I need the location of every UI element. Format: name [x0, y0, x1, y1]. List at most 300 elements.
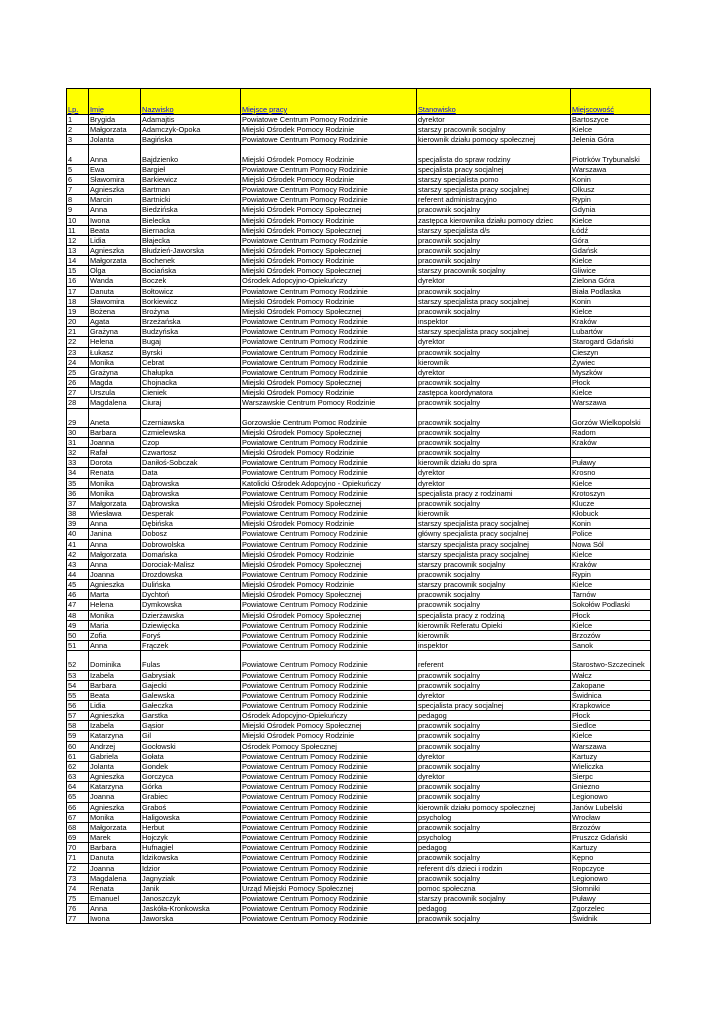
cell-stanowisko: pedagog	[417, 711, 571, 721]
cell-stanowisko: starszy specjalista pracy socjalnej	[417, 539, 571, 549]
cell-stanowisko: pracownik socjalny	[417, 731, 571, 741]
cell-nazwisko: Brożyna	[141, 306, 241, 316]
header-stanowisko[interactable]: Stanowisko	[417, 89, 571, 115]
cell-imie: Iwona	[89, 215, 141, 225]
cell-miejsce-pracy: Powiatowe Centrum Pomocy Rodzinie	[241, 570, 417, 580]
table-row	[67, 276, 651, 286]
cell-nazwisko: Adamajtis	[141, 115, 241, 125]
cell-miejsce-pracy: Ośrodek Adopcyjno-Opiekuńczy	[241, 276, 417, 286]
cell-imie: Renata	[89, 468, 141, 478]
cell-miejscowosc: Nowa Sól	[571, 539, 651, 549]
table-row	[67, 519, 651, 529]
cell-imie: Małgorzata	[89, 256, 141, 266]
cell-lp: 2	[67, 125, 89, 135]
cell-stanowisko: starszy specjalista pracy socjalnej	[417, 549, 571, 559]
cell-miejscowosc: Płock	[571, 610, 651, 620]
cell-stanowisko: starszy pracownik socjalny	[417, 559, 571, 569]
table-row	[67, 448, 651, 458]
table-row	[67, 398, 651, 408]
table-row	[67, 388, 651, 398]
table-row	[67, 174, 651, 184]
cell-stanowisko: dyrektor	[417, 367, 571, 377]
cell-nazwisko: Byrski	[141, 347, 241, 357]
cell-imie: Agnieszka	[89, 246, 141, 256]
cell-miejscowosc: Jelenia Góra	[571, 135, 651, 145]
cell-lp: 25	[67, 367, 89, 377]
cell-lp: 23	[67, 347, 89, 357]
cell-imie: Urszula	[89, 388, 141, 398]
cell-imie: Anna	[89, 641, 141, 651]
table-row	[67, 306, 651, 316]
table-row	[67, 266, 651, 276]
cell-imie: Lidia	[89, 235, 141, 245]
cell-lp: 34	[67, 468, 89, 478]
cell-lp: 18	[67, 296, 89, 306]
cell-miejsce-pracy: Powiatowe Centrum Pomocy Rodzinie	[241, 641, 417, 651]
cell-nazwisko: Dorociak-Malisz	[141, 559, 241, 569]
cell-stanowisko: pracownik socjalny	[417, 741, 571, 751]
cell-imie: Monika	[89, 488, 141, 498]
cell-lp: 56	[67, 701, 89, 711]
cell-imie: Łukasz	[89, 347, 141, 357]
cell-lp: 55	[67, 690, 89, 700]
table-row	[67, 195, 651, 205]
cell-nazwisko: Dziewięcka	[141, 620, 241, 630]
cell-imie: Dorota	[89, 458, 141, 468]
table-row	[67, 600, 651, 610]
cell-lp: 41	[67, 539, 89, 549]
cell-stanowisko: pracownik socjalny	[417, 286, 571, 296]
cell-miejscowosc	[571, 448, 651, 458]
table-row	[67, 357, 651, 367]
table-row	[67, 145, 651, 164]
cell-stanowisko: pracownik socjalny	[417, 437, 571, 447]
cell-nazwisko: Dębińska	[141, 519, 241, 529]
table-row	[67, 731, 651, 741]
cell-miejsce-pracy: Miejski Ośrodek Pomocy Społecznej	[241, 498, 417, 508]
cell-lp: 35	[67, 478, 89, 488]
cell-stanowisko: zastępca kierownika działu pomocy dziec	[417, 215, 571, 225]
cell-lp: 13	[67, 246, 89, 256]
cell-miejsce-pracy: Miejski Ośrodek Pomocy Rodzinie	[241, 731, 417, 741]
cell-lp: 61	[67, 751, 89, 761]
cell-lp: 69	[67, 833, 89, 843]
cell-miejscowosc: Starogard Gdański	[571, 337, 651, 347]
cell-stanowisko: pracownik socjalny	[417, 782, 571, 792]
cell-miejsce-pracy: Powiatowe Centrum Pomocy Rodzinie	[241, 327, 417, 337]
cell-miejscowosc: Konin	[571, 296, 651, 306]
cell-lp: 52	[67, 651, 89, 670]
cell-nazwisko: Gondek	[141, 761, 241, 771]
table-row	[67, 347, 651, 357]
cell-nazwisko: Gajecki	[141, 680, 241, 690]
cell-miejscowosc: Tarnów	[571, 590, 651, 600]
cell-miejscowosc: Pruszcz Gdański	[571, 833, 651, 843]
table-row	[67, 296, 651, 306]
cell-miejsce-pracy: Powiatowe Centrum Pomocy Rodzinie	[241, 873, 417, 883]
cell-nazwisko: Ciuraj	[141, 398, 241, 408]
cell-imie: Beata	[89, 690, 141, 700]
cell-miejscowosc: Olkusz	[571, 185, 651, 195]
cell-miejsce-pracy: Miejski Ośrodek Pomocy Rodzinie	[241, 125, 417, 135]
cell-miejscowosc: Konin	[571, 174, 651, 184]
cell-miejscowosc: Radom	[571, 427, 651, 437]
table-row	[67, 185, 651, 195]
cell-imie: Gabriela	[89, 751, 141, 761]
cell-imie: Iwona	[89, 914, 141, 924]
cell-lp: 32	[67, 448, 89, 458]
cell-imie: Barbara	[89, 427, 141, 437]
header-miejscowosc[interactable]: Miejscowość	[571, 89, 651, 115]
table-row	[67, 701, 651, 711]
table-row	[67, 812, 651, 822]
cell-miejsce-pracy: Powiatowe Centrum Pomocy Rodzinie	[241, 690, 417, 700]
cell-stanowisko: kierownik	[417, 630, 571, 640]
cell-lp: 37	[67, 498, 89, 508]
cell-lp: 31	[67, 437, 89, 447]
cell-nazwisko: Bielecka	[141, 215, 241, 225]
cell-nazwisko: Gałeczka	[141, 701, 241, 711]
table-body	[67, 115, 651, 924]
cell-nazwisko: Herbut	[141, 822, 241, 832]
cell-lp: 3	[67, 135, 89, 145]
cell-stanowisko: pracownik socjalny	[417, 347, 571, 357]
cell-lp: 26	[67, 378, 89, 388]
cell-miejsce-pracy: Powiatowe Centrum Pomocy Rodzinie	[241, 812, 417, 822]
cell-nazwisko: Gorczyca	[141, 772, 241, 782]
cell-lp: 33	[67, 458, 89, 468]
cell-miejsce-pracy: Ośrodek Pomocy Społecznej	[241, 741, 417, 751]
cell-imie: Marcin	[89, 195, 141, 205]
cell-stanowisko: pracownik socjalny	[417, 873, 571, 883]
cell-nazwisko: Boczek	[141, 276, 241, 286]
cell-imie: Janina	[89, 529, 141, 539]
cell-lp: 24	[67, 357, 89, 367]
cell-stanowisko: dyrektor	[417, 276, 571, 286]
cell-nazwisko: Idzior	[141, 863, 241, 873]
cell-lp: 48	[67, 610, 89, 620]
cell-nazwisko: Czop	[141, 437, 241, 447]
cell-miejscowosc: Gorzów Wielkopolski	[571, 408, 651, 427]
cell-miejscowosc: Sanok	[571, 641, 651, 651]
cell-stanowisko: inspektor	[417, 641, 571, 651]
cell-miejsce-pracy: Powiatowe Centrum Pomocy Rodzinie	[241, 195, 417, 205]
cell-miejscowosc: Wrocław	[571, 812, 651, 822]
cell-nazwisko: Dobrowolska	[141, 539, 241, 549]
table-row	[67, 893, 651, 903]
cell-miejsce-pracy: Powiatowe Centrum Pomocy Rodzinie	[241, 509, 417, 519]
cell-miejscowosc: Zgorzelec	[571, 904, 651, 914]
cell-miejsce-pracy: Ośrodek Adopcyjno-Opiekuńczy	[241, 711, 417, 721]
table-row	[67, 641, 651, 651]
cell-lp: 66	[67, 802, 89, 812]
table-row	[67, 782, 651, 792]
cell-nazwisko: Dzierżawska	[141, 610, 241, 620]
cell-nazwisko: Bugaj	[141, 337, 241, 347]
cell-stanowisko: starszy specjalista pracy socjalnej	[417, 327, 571, 337]
cell-stanowisko: starszy specjalista pracy socjalnej	[417, 519, 571, 529]
cell-miejsce-pracy: Powiatowe Centrum Pomocy Rodzinie	[241, 164, 417, 174]
table-row	[67, 559, 651, 569]
cell-imie: Ewa	[89, 164, 141, 174]
cell-stanowisko: pedagog	[417, 904, 571, 914]
table-row	[67, 883, 651, 893]
cell-miejscowosc: Łódź	[571, 225, 651, 235]
header-imie[interactable]: Imię	[89, 89, 141, 115]
cell-stanowisko: inspektor	[417, 317, 571, 327]
cell-nazwisko: Dąbrowska	[141, 488, 241, 498]
cell-imie: Dominika	[89, 651, 141, 670]
cell-miejscowosc: Słomniki	[571, 883, 651, 893]
cell-imie: Monika	[89, 357, 141, 367]
cell-imie: Marta	[89, 590, 141, 600]
table-row	[67, 327, 651, 337]
cell-lp: 43	[67, 559, 89, 569]
header-lp[interactable]: Lp.	[67, 89, 89, 115]
cell-miejsce-pracy: Powiatowe Centrum Pomocy Rodzinie	[241, 680, 417, 690]
cell-stanowisko: specjalista pracy socjalnej	[417, 164, 571, 174]
table-row	[67, 498, 651, 508]
cell-lp: 9	[67, 205, 89, 215]
cell-miejscowosc: Gniezno	[571, 782, 651, 792]
cell-nazwisko: Drozdowska	[141, 570, 241, 580]
cell-stanowisko: pracownik socjalny	[417, 600, 571, 610]
cell-nazwisko: Błajecka	[141, 235, 241, 245]
table-row	[67, 651, 651, 670]
cell-lp: 7	[67, 185, 89, 195]
cell-imie: Małgorzata	[89, 549, 141, 559]
cell-lp: 59	[67, 731, 89, 741]
cell-lp: 46	[67, 590, 89, 600]
cell-imie: Barbara	[89, 680, 141, 690]
cell-nazwisko: Chałupka	[141, 367, 241, 377]
cell-imie: Anna	[89, 559, 141, 569]
cell-imie: Olga	[89, 266, 141, 276]
cell-miejsce-pracy: Powiatowe Centrum Pomocy Rodzinie	[241, 651, 417, 670]
cell-nazwisko: Bargieł	[141, 164, 241, 174]
cell-lp: 36	[67, 488, 89, 498]
table-row	[67, 478, 651, 488]
cell-imie: Anna	[89, 205, 141, 215]
cell-stanowisko: pracownik socjalny	[417, 205, 571, 215]
cell-stanowisko: pracownik socjalny	[417, 427, 571, 437]
cell-miejsce-pracy: Powiatowe Centrum Pomocy Rodzinie	[241, 235, 417, 245]
table-row	[67, 164, 651, 174]
cell-miejsce-pracy: Powiatowe Centrum Pomocy Rodzinie	[241, 761, 417, 771]
cell-miejscowosc: Kielce	[571, 125, 651, 135]
cell-stanowisko: starszy pracownik socjalny	[417, 580, 571, 590]
cell-lp: 53	[67, 670, 89, 680]
cell-imie: Rafał	[89, 448, 141, 458]
cell-nazwisko: Dymkowska	[141, 600, 241, 610]
cell-miejscowosc: Warszawa	[571, 741, 651, 751]
cell-stanowisko: pracownik socjalny	[417, 498, 571, 508]
table-row	[67, 741, 651, 751]
cell-miejscowosc: Kielce	[571, 731, 651, 741]
cell-lp: 19	[67, 306, 89, 316]
table-row	[67, 802, 651, 812]
cell-nazwisko: Brzeżańska	[141, 317, 241, 327]
cell-miejsce-pracy: Powiatowe Centrum Pomocy Rodzinie	[241, 135, 417, 145]
cell-miejsce-pracy: Miejski Ośrodek Pomocy Społecznej	[241, 225, 417, 235]
cell-nazwisko: Biernacka	[141, 225, 241, 235]
cell-imie: Katarzyna	[89, 782, 141, 792]
cell-stanowisko: pracownik socjalny	[417, 914, 571, 924]
cell-stanowisko: pedagog	[417, 843, 571, 853]
cell-miejscowosc: Ropczyce	[571, 863, 651, 873]
cell-lp: 77	[67, 914, 89, 924]
table-row	[67, 468, 651, 478]
cell-stanowisko: pracownik socjalny	[417, 670, 571, 680]
cell-miejscowosc: Starostwo-Szczecinek	[571, 651, 651, 670]
cell-stanowisko: pracownik socjalny	[417, 256, 571, 266]
cell-nazwisko: Bochenek	[141, 256, 241, 266]
cell-imie: Sławomira	[89, 174, 141, 184]
cell-imie: Barbara	[89, 843, 141, 853]
table-row	[67, 772, 651, 782]
cell-imie: Monika	[89, 812, 141, 822]
cell-stanowisko: dyrektor	[417, 115, 571, 125]
cell-miejsce-pracy: Powiatowe Centrum Pomocy Rodzinie	[241, 863, 417, 873]
table-row	[67, 337, 651, 347]
cell-nazwisko: Frączek	[141, 641, 241, 651]
cell-lp: 16	[67, 276, 89, 286]
cell-miejsce-pracy: Miejski Ośrodek Pomocy Rodzinie	[241, 215, 417, 225]
cell-nazwisko: Gołata	[141, 751, 241, 761]
cell-imie: Brygida	[89, 115, 141, 125]
cell-miejscowosc: Kępno	[571, 853, 651, 863]
cell-miejscowosc: Cieszyn	[571, 347, 651, 357]
cell-miejsce-pracy: Powiatowe Centrum Pomocy Rodzinie	[241, 853, 417, 863]
table-row	[67, 721, 651, 731]
table-row	[67, 904, 651, 914]
cell-nazwisko: Daniłoś-Sobczak	[141, 458, 241, 468]
cell-lp: 40	[67, 529, 89, 539]
header-miejsce-pracy[interactable]: Miejsce pracy	[241, 89, 417, 115]
cell-miejsce-pracy: Katolicki Ośrodek Adopcyjno - Opiekuńczy	[241, 478, 417, 488]
cell-lp: 45	[67, 580, 89, 590]
table-row	[67, 863, 651, 873]
cell-miejscowosc: Kielce	[571, 306, 651, 316]
cell-imie: Emanuel	[89, 893, 141, 903]
table-row	[67, 437, 651, 447]
personnel-table	[66, 88, 651, 924]
cell-imie: Danuta	[89, 286, 141, 296]
table-row	[67, 539, 651, 549]
cell-nazwisko: Hojczyk	[141, 833, 241, 843]
cell-imie: Joanna	[89, 863, 141, 873]
cell-miejscowosc: Kartuzy	[571, 843, 651, 853]
cell-nazwisko: Borkiewicz	[141, 296, 241, 306]
cell-miejsce-pracy: Powiatowe Centrum Pomocy Rodzinie	[241, 782, 417, 792]
table-row	[67, 792, 651, 802]
cell-miejsce-pracy: Powiatowe Centrum Pomocy Rodzinie	[241, 458, 417, 468]
cell-lp: 15	[67, 266, 89, 276]
cell-miejscowosc: Gliwice	[571, 266, 651, 276]
cell-stanowisko: pracownik socjalny	[417, 306, 571, 316]
cell-lp: 71	[67, 853, 89, 863]
cell-lp: 64	[67, 782, 89, 792]
cell-miejscowosc: Wieliczka	[571, 761, 651, 771]
cell-nazwisko: Cebrat	[141, 357, 241, 367]
cell-nazwisko: Cieniek	[141, 388, 241, 398]
cell-stanowisko: pracownik socjalny	[417, 235, 571, 245]
cell-miejscowosc: Wałcz	[571, 670, 651, 680]
cell-imie: Grażyna	[89, 327, 141, 337]
cell-lp: 38	[67, 509, 89, 519]
cell-lp: 20	[67, 317, 89, 327]
cell-nazwisko: Data	[141, 468, 241, 478]
cell-miejscowosc: Kielce	[571, 549, 651, 559]
cell-nazwisko: Bajdzienko	[141, 145, 241, 164]
table-row	[67, 843, 651, 853]
cell-miejscowosc: Kielce	[571, 256, 651, 266]
cell-miejscowosc: Świdnik	[571, 914, 651, 924]
cell-miejscowosc: Brzozów	[571, 630, 651, 640]
cell-stanowisko: starszy specjalista pracy socjalnej	[417, 185, 571, 195]
cell-miejscowosc: Płock	[571, 711, 651, 721]
cell-stanowisko: starszy specjalista pomo	[417, 174, 571, 184]
cell-miejscowosc: Kraków	[571, 559, 651, 569]
cell-nazwisko: Biedzińska	[141, 205, 241, 215]
cell-miejscowosc: Kielce	[571, 388, 651, 398]
cell-stanowisko: pracownik socjalny	[417, 590, 571, 600]
cell-nazwisko: Błudzień-Jaworska	[141, 246, 241, 256]
cell-stanowisko: pracownik socjalny	[417, 822, 571, 832]
table-row	[67, 761, 651, 771]
table-row	[67, 620, 651, 630]
table-row	[67, 580, 651, 590]
cell-nazwisko: Czmielewska	[141, 427, 241, 437]
cell-imie: Anna	[89, 519, 141, 529]
table-row	[67, 115, 651, 125]
header-nazwisko[interactable]: Nazwisko	[141, 89, 241, 115]
table-row	[67, 529, 651, 539]
cell-lp: 50	[67, 630, 89, 640]
table-row	[67, 914, 651, 924]
cell-lp: 14	[67, 256, 89, 266]
cell-stanowisko: pracownik socjalny	[417, 408, 571, 427]
cell-stanowisko: dyrektor	[417, 468, 571, 478]
cell-miejsce-pracy: Powiatowe Centrum Pomocy Rodzinie	[241, 367, 417, 377]
table-row	[67, 822, 651, 832]
cell-nazwisko: Budzyńska	[141, 327, 241, 337]
cell-miejscowosc: Gdynia	[571, 205, 651, 215]
cell-imie: Sławomira	[89, 296, 141, 306]
cell-nazwisko: Czwartosz	[141, 448, 241, 458]
cell-lp: 60	[67, 741, 89, 751]
cell-imie: Wanda	[89, 276, 141, 286]
cell-miejscowosc: Bartoszyce	[571, 115, 651, 125]
cell-miejscowosc: Police	[571, 529, 651, 539]
cell-nazwisko: Janik	[141, 883, 241, 893]
cell-miejsce-pracy: Powiatowe Centrum Pomocy Rodzinie	[241, 701, 417, 711]
cell-miejsce-pracy: Powiatowe Centrum Pomocy Rodzinie	[241, 286, 417, 296]
table-row	[67, 286, 651, 296]
cell-miejsce-pracy: Miejski Ośrodek Pomocy Społecznej	[241, 721, 417, 731]
cell-imie: Andrzej	[89, 741, 141, 751]
cell-miejscowosc: Świdnica	[571, 690, 651, 700]
cell-nazwisko: Gil	[141, 731, 241, 741]
cell-stanowisko: kierownik działu pomocy społecznej	[417, 802, 571, 812]
cell-lp: 11	[67, 225, 89, 235]
cell-imie: Agnieszka	[89, 580, 141, 590]
cell-lp: 73	[67, 873, 89, 883]
cell-nazwisko: Górka	[141, 782, 241, 792]
cell-lp: 29	[67, 408, 89, 427]
cell-miejscowosc: Puławy	[571, 893, 651, 903]
cell-stanowisko: pracownik socjalny	[417, 570, 571, 580]
